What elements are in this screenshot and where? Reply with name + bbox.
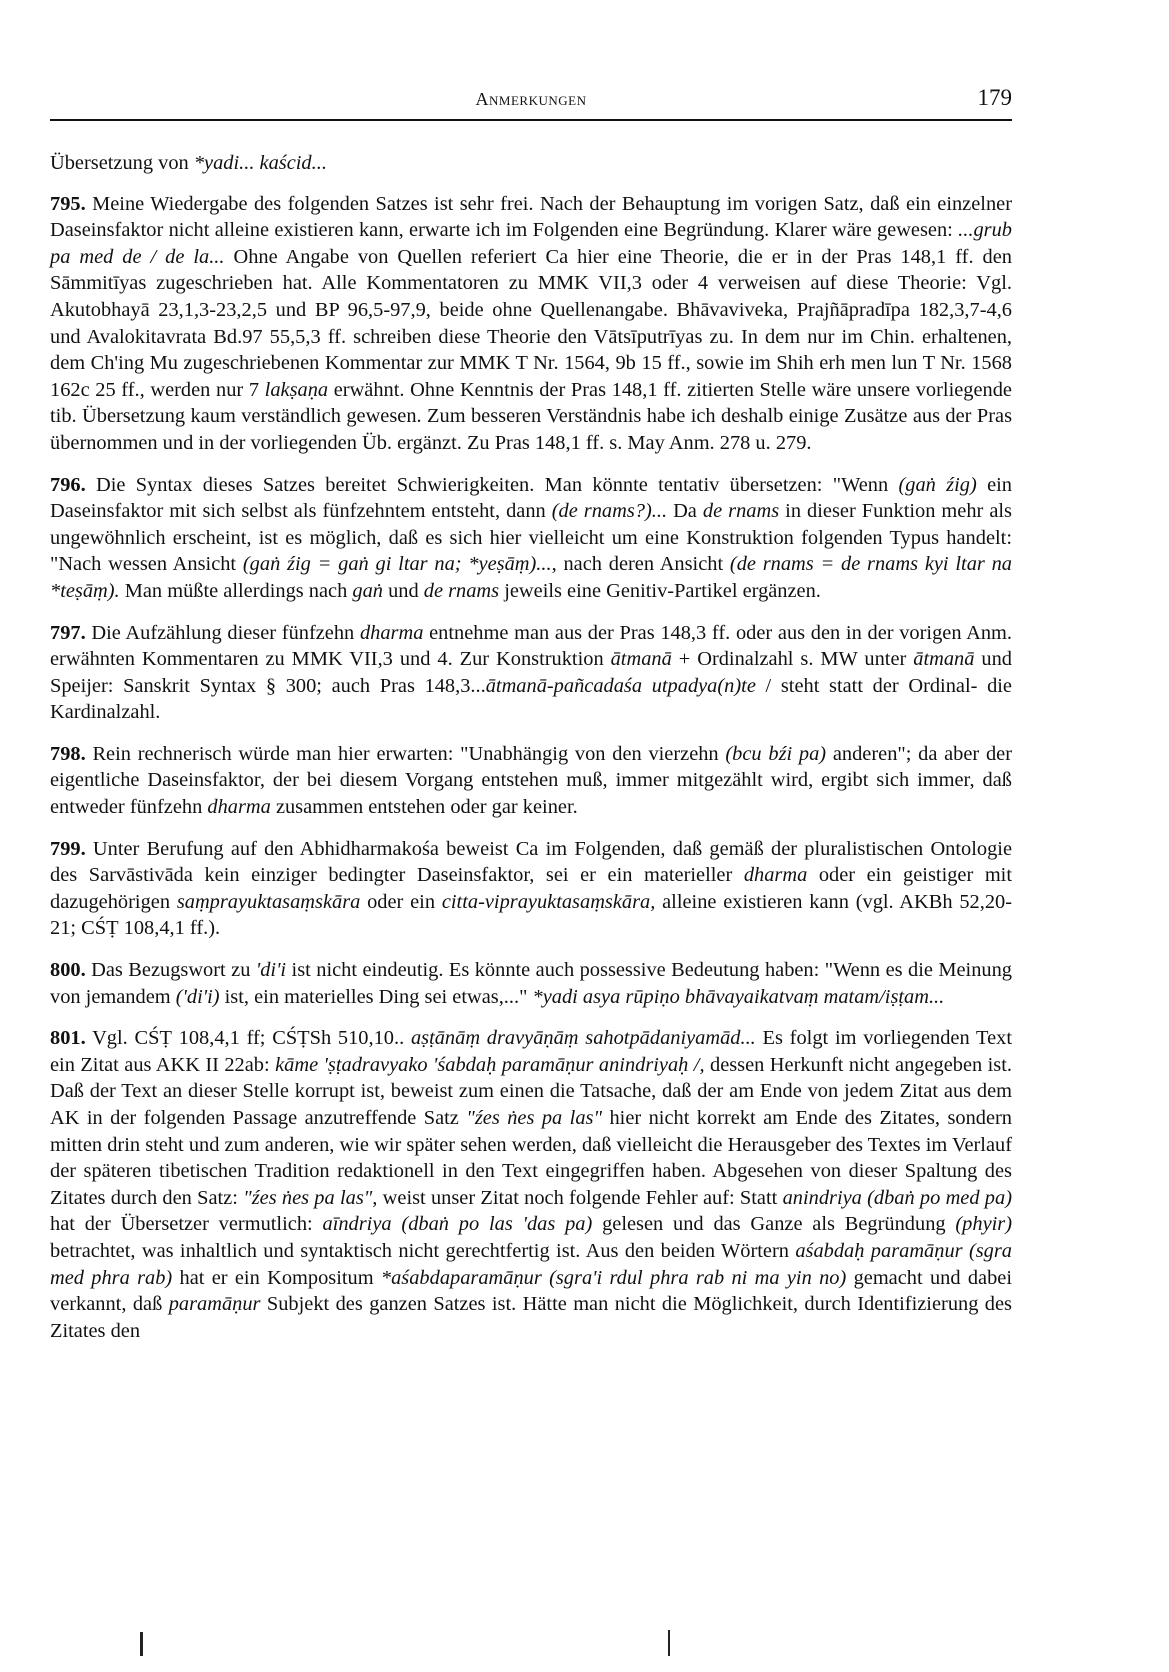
note-797: 797. Die Aufzählung dieser fünfzehn dharma entnehme man aus der Pras 148,3 ff. oder aus den in der vorigen Anm. erwähnten Kommentaren zu MMK VII,3 und 4. Zur Konstruktion ātmanā + Ordinalzahl s. MW unter ātmanā und Speijer: Sanskrit Syntax § 300; auch Pras 148,3...ātmanā-pañcadaśa utpadya(n)te / steht statt der Ordinal- die Kardinalzahl. — [50, 621, 1012, 724]
lead-term: *yadi... kaścid... — [193, 152, 327, 174]
note-799: 799. Unter Berufung auf den Abhidharmakośa beweist Ca im Folgenden, daß gemäß der pluralistischen Ontologie des Sarvāstivāda kein einziger bedingter Daseinsfaktor, sei er ein materieller dharma oder ein geistiger mit dazugehörigen saṃprayuktasaṃskāra oder ein citta-viprayuktasaṃskāra, alleine existieren kann (vgl. AKBh 52,20-21; CŚṬ 108,4,1 ff.). — [50, 837, 1013, 940]
note-number: 795. — [50, 192, 86, 215]
note-number: 797. — [50, 621, 86, 644]
running-title: Anmerkungen — [475, 89, 587, 109]
scan-mark — [668, 1630, 670, 1656]
note-795: 795. Meine Wiedergabe des folgenden Satzes ist sehr frei. Nach der Behauptung im vorigen Satz, daß ein einzelner Daseinsfaktor nicht alleine existieren kann, erwarte ich im Folgenden eine Begründung. Klarer wäre gewesen: ...grub pa med de / de la... Ohne Angabe von Quellen referiert Ca hier eine Theorie, die er in der Pras 148,1 ff. den Sāmmitīyas zugeschrieben hat. Alle Kommentatoren zu MMK VII,3 oder 4 verweisen auf diese Theorie: Vgl. Akutobhayā 23,1,3-23,2,5 und BP 96,5-97,9, beide ohne Quellenangabe. Bhāvaviveka, Prajñāpradīpa 182,3,7-4,6 und Avalokitavrata Bd.97 55,5,3 ff. schreiben diese Theorie den Vātsīputrīyas zu. In dem nur im Chin. erhaltenen, dem Ch'ing Mu zugeschriebenen Kommentar zur MMK T Nr. 1564, 9b 15 ff., sowie im Shih erh men lun T Nr. 1568 162c 25 ff., werden nur 7 lakṣaṇa erwähnt. Ohne Kenntnis der Pras 148,1 ff. zitierten Stelle wäre unsere vorliegende tib. Übersetzung kaum verständlich gewesen. Zum besseren Verständnis habe ich deshalb einige Zusätze aus der Pras übernommen und in der vorliegenden Üb. ergänzt. Zu Pras 148,1 ff. s. May Anm. 278 u. 279. — [50, 192, 1012, 454]
body-text — [50, 150, 1012, 1359]
note-800: 800. Das Bezugswort zu 'di'i ist nicht eindeutig. Es könnte auch possessive Bedeutung haben: "Wenn es die Meinung von jemandem ('di'i) ist, ein materielles Ding sei etwas,..." *yadi asya rūpiṇo bhāvayaikatvaṃ matam/iṣṭam... — [50, 959, 1012, 1008]
note-number: 801. — [50, 1027, 86, 1050]
note-number: 799. — [50, 837, 86, 860]
note-number: 798. — [50, 742, 86, 765]
note-796: 796. Die Syntax dieses Satzes bereitet Schwierigkeiten. Man könnte tentativ übersetzen: "Wenn (gaṅ źig) ein Daseinsfaktor mit sich selbst als fünfzehntem entsteht, dann (de rnams?)... Da de rnams in dieser Funktion mehr als ungewöhnlich erscheint, ist es möglich, daß es sich hier vielleicht um eine Konstruktion folgenden Typus handelt: "Nach wessen Ansicht (gaṅ źig = gaṅ gi ltar na; *yeṣāṃ)..., nach deren Ansicht (de rnams = de rnams kyi ltar na *teṣāṃ). Man müßte allerdings nach gaṅ und de rnams jeweils eine Genitiv-Partikel ergänzen. — [50, 473, 1012, 602]
note-798: 798. Rein rechnerisch würde man hier erwarten: "Unabhängig von den vierzehn (bcu bźi pa) anderen"; da aber der eigentliche Daseinsfaktor, der bei diesem Vorgang entstehen muß, immer mitgezählt wird, ergibt sich immer, daß entweder fünfzehn dharma zusammen entstehen oder gar keiner. — [50, 742, 1012, 819]
page-header — [50, 85, 1012, 121]
note-801: 801. Vgl. CŚṬ 108,4,1 ff; CŚṬSh 510,10.. aṣṭānāṃ dravyāṇāṃ sahotpādaniyamād... Es folgt im vorliegenden Text ein Zitat aus AKK II 22ab: kāme 'ṣṭadravyako 'śabdaḥ paramāṇur anindriyaḥ /, dessen Herkunft nicht angegeben ist. Daß der Text an dieser Stelle korrupt ist, beweist zum einen die Tatsache, daß der am Ende von jedem Zitat aus dem AK in der folgenden Passage anzutreffende Satz "źes ṅes pa las" hier nicht korrekt am Ende des Zitates, sondern mitten drin steht und zum anderen, wie wir später sehen werden, daß vielleicht die Herausgeber des Textes im Verlauf der späteren tibetischen Tradition redaktionell in den Text eingegriffen haben. Abgesehen von dieser Spaltung des Zitates durch den Satz: "źes ṅes pa las", weist unser Zitat noch folgende Fehler auf: Statt anindriya (dbaṅ po med pa) hat der Übersetzer vermutlich: aīndriya (dbaṅ po las 'das pa) gelesen und das Ganze als Begründung (phyir) betrachtet, was inhaltlich und syntaktisch nicht gerechtfertig ist. Aus den beiden Wörtern aśabdaḥ paramāṇur (sgra med phra rab) hat er ein Kompositum *aśabdaparamāṇur (sgra'i rdul phra rab ni ma yin no) gemacht und dabei verkannt, daß paramāṇur Subjekt des ganzen Satzes ist. Hätte man nicht die Möglichkeit, durch Identifizierung des Zitates den — [50, 1027, 1013, 1342]
scan-mark — [140, 1632, 143, 1656]
lead-line: Übersetzung von *yadi... kaścid... — [50, 152, 327, 174]
note-number: 796. — [50, 473, 86, 496]
note-number: 800. — [50, 959, 86, 982]
page-number: 179 — [977, 85, 1012, 110]
